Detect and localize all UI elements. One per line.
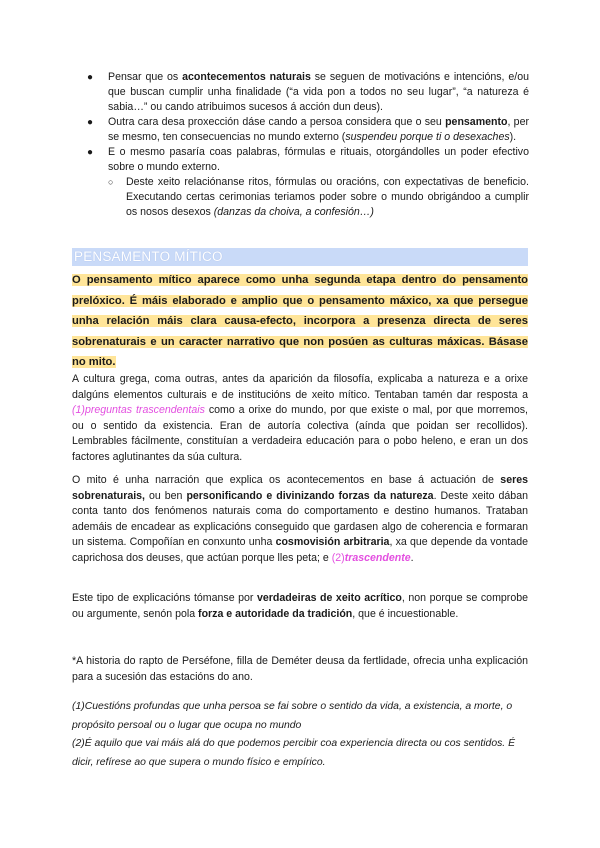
paragraph-persephone: *A historia do rapto de Perséfone, filla de Deméter deusa da fertlidade, ofrecia unha explicación para a sucesión das estacións do ano. [72,655,528,683]
bullet-dot-icon: ● [87,147,94,158]
paragraph-myth-definition: O mito é unha narración que explica os acontecementos en base á actuación de seres sobrenaturais, ou ben personificando e divinizando forzas da natureza. Deste xeito dában conta tanto dos fenómenos naturais coma do comportamento e destino humanos. Trataban ademáis de encadear as explicacións conseguido que gardasen algo de coherencia e formaran un sistema. Compoñían en conxunto unha cosmovisión arbitraria, xa que depende da vontade caprichosa dos deuses, que actúan porque lles peta; e (2)trascendente. [72,474,528,564]
intro-text: O pensamento mítico aparece como unha segunda etapa dentro do pensamento prelóxico. É máis elaborado e amplio que o pensamento máxico, xa que persegue unha relación máis clara causa-efecto, incorpora a presenza directa de seres sobrenaturais e un caracter narrativo que non posúen as culturas máxicas. Básase no mito. [72,274,528,368]
bullet-item: ● E o mesmo pasaría coas palabras, fórmulas e rituais, otorgándolles un poder efectivo sobre o mundo externo. ○ Deste xeito relaciónanse ritos, fórmulas ou oracións, con expectativas de beneficio. Executando certas cerimonias teriamos poder sobre o mundo obrigándoo a cumplir os nosos desexos (danzas da choiva, a confesión…) [87,146,529,218]
bullet-list [82,70,529,220]
paragraph-acritical: Este tipo de explicacións tómanse por verdadeiras de xeito acrítico, non porque se comprobe ou argumente, senón pola forza e autoridade da tradición, que é incuestionable. [72,592,528,620]
footnote-1: (1)Cuestións profundas que unha persoa se fai sobre o sentido da vida, a existencia, a morte, o propósito persoal ou o lugar que ocupa no mundo [72,701,513,731]
bullet-item: ● Pensar que os acontecementos naturais se seguen de motivacións e intencións, e/ou que buscan cumplir unha finalidade (“a vida pon a todos no seu lugar”, “a natureza é sabia…” ou cando atribuimos sucesos á acción dun deus). [87,71,529,113]
bullet-item: ● Outra cara desa proxección dáse cando a persoa considera que o seu pensamento, per se mesmo, ten consecuencias no mundo externo (suspendeu porque ti o desexaches). [87,116,529,143]
sub-bullet-item: ○ Deste xeito relaciónanse ritos, fórmulas ou oracións, con expectativas de beneficio. Executando certas cerimonias teriamos poder sobre o mundo obrigándoo a cumplir os nosos desexos (danzas da choiva, a confesión…) [108,176,529,218]
section-heading: PENSAMENTO MÍTICO [72,248,528,266]
bullet-dot-icon: ● [87,117,94,128]
bullet-circle-icon: ○ [108,177,114,187]
footnote-link-2[interactable]: (2)trascendente [331,551,411,564]
bullet-dot-icon: ● [87,72,94,83]
footnote-link-1[interactable]: (1)preguntas trascendentais [72,404,205,417]
sub-bullet-list [108,175,529,220]
paragraph-greek-culture: A cultura grega, coma outras, antes da aparición da filosofía, explicaba a natureza e a orixe dalgúns elementos culturais e de institucións de xeito mítico. Tentaban tamén dar resposta a (1)preguntas trascendentais como a orixe do mundo, por que existe o mal, por que morremos, ou o sentido da existencia. Eran de autoría colectiva (aínda que poidan ser recollidos). Lembrables fácilmente, constituían a verdadeira educación para o pobo heleno, e eran un dos factores aglutinantes da súa cultura. [72,373,529,463]
highlighted-intro [72,270,528,373]
footnote-2: (2)É aquilo que vai máis alá do que podemos percibir coa experiencia directa ou cos sentidos. É dicir, refírese ao que supera o mundo físico e empírico. [72,738,516,768]
